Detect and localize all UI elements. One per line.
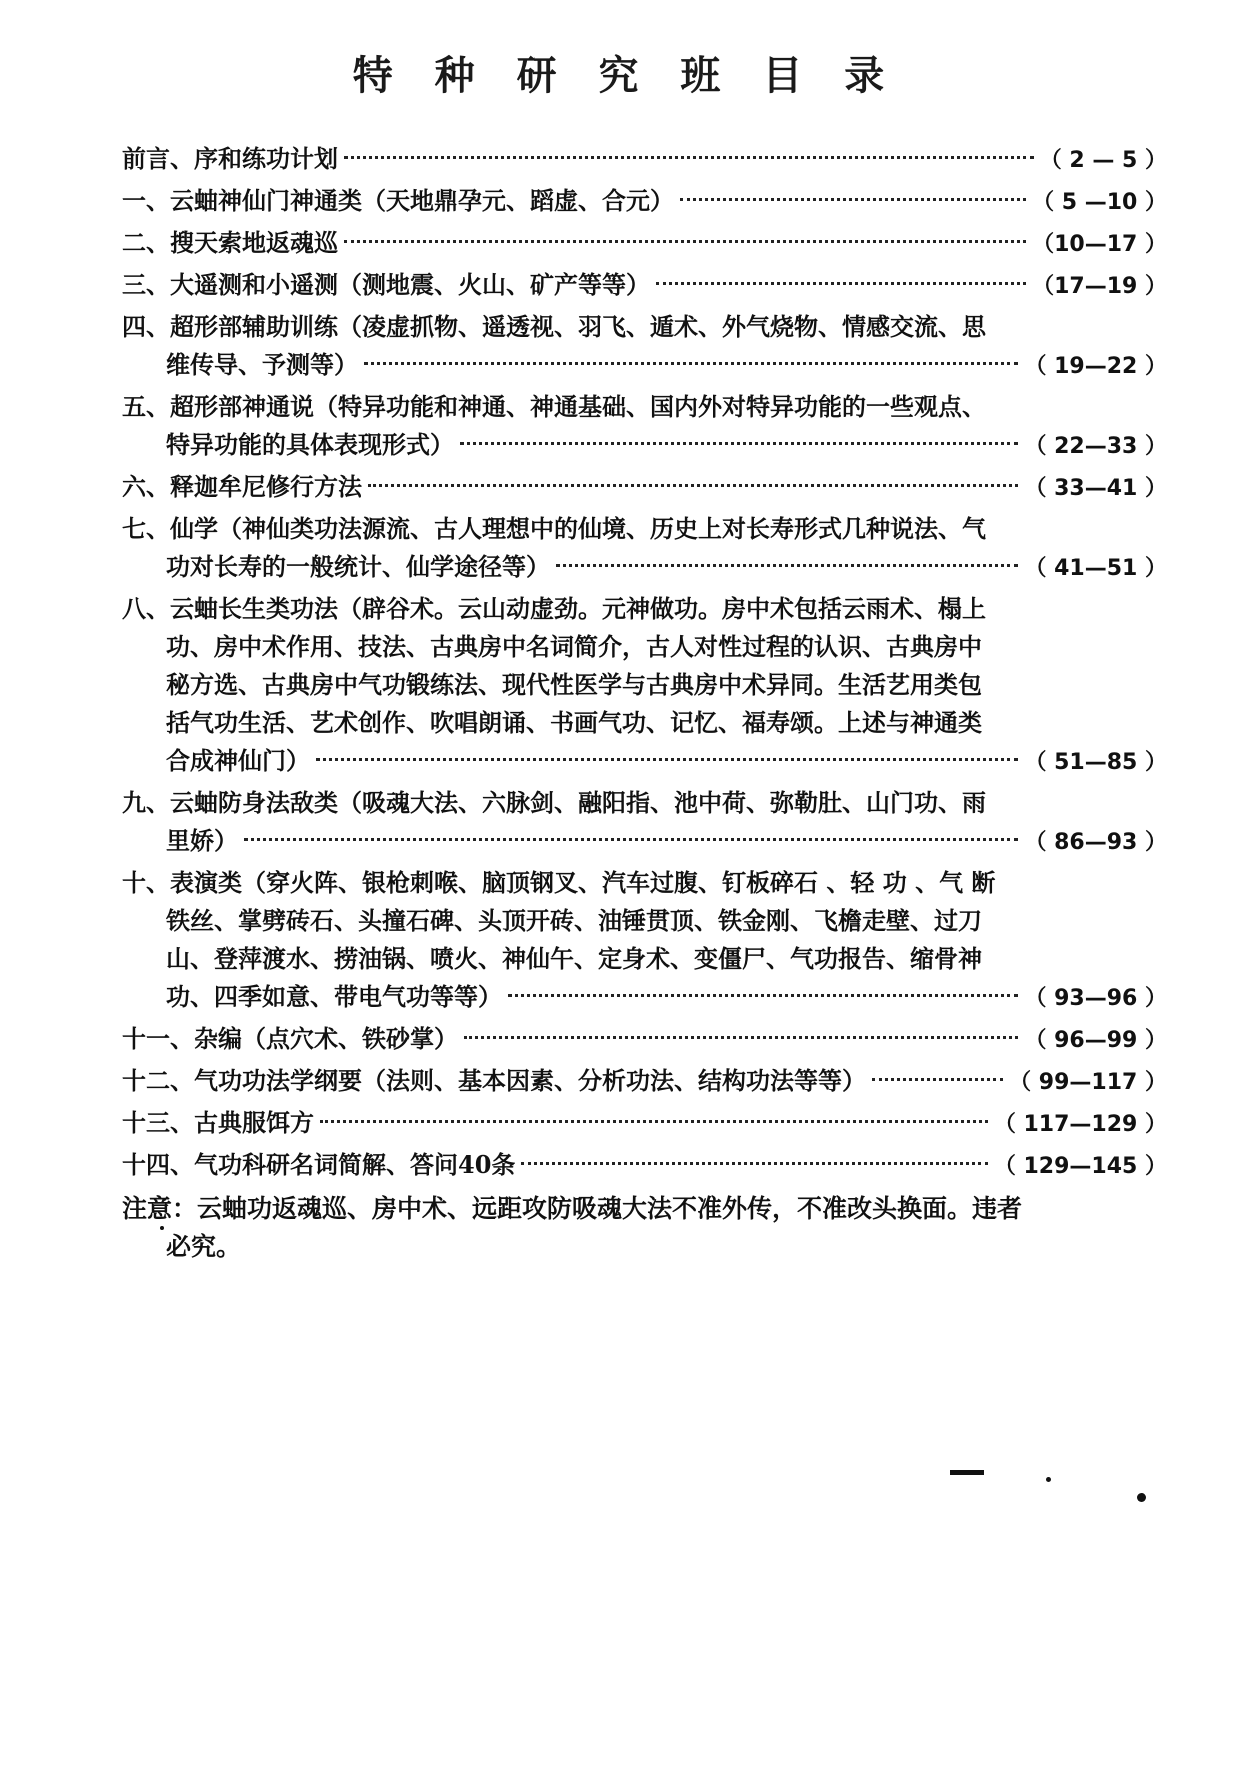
toc-entry — [122, 1146, 1167, 1184]
toc-line — [122, 864, 1167, 902]
toc-entry-text: 七、仙学（神仙类功法源流、古人理想中的仙境、历史上对长寿形式几种说法、气 — [122, 514, 986, 543]
toc-line — [122, 388, 1167, 426]
toc-entry-text: 前言、序和练功计划 — [122, 144, 338, 173]
toc-entry — [122, 308, 1167, 384]
dot-leader — [464, 1036, 1018, 1039]
toc-entry-text: 功、四季如意、带电气功等等） — [166, 982, 502, 1011]
toc-line — [122, 346, 1167, 384]
dot-leader — [364, 362, 1018, 365]
dot-leader — [508, 994, 1018, 997]
toc-line — [122, 784, 1167, 822]
toc-line — [122, 426, 1167, 464]
toc-page-range: （ 99—117 ） — [1009, 1070, 1167, 1095]
toc-line — [122, 266, 1167, 304]
toc-entry-text: 括气功生活、艺术创作、吹唱朗诵、书画气功、记忆、福寿颂。上述与神通类 — [166, 708, 982, 737]
toc-page-range: （10—17 ） — [1032, 232, 1167, 257]
toc-line — [122, 1020, 1167, 1058]
toc-line — [122, 468, 1167, 506]
toc-entry — [122, 182, 1167, 220]
dot-leader — [316, 758, 1018, 761]
toc-entry-text: 八、云蚰长生类功法（辟谷术。云山动虚劲。元神做功。房中术包括云雨术、榻上 — [122, 594, 986, 623]
toc-entry-text: 六、释迦牟尼修行方法 — [122, 472, 362, 501]
notice-text: 必究。 — [166, 1232, 242, 1261]
page-title: 特 种 研 究 班 目 录 — [352, 52, 899, 99]
dot-leader — [556, 564, 1018, 567]
toc-page-range: （ 117—129 ） — [993, 1112, 1167, 1137]
toc-entry-text: 十二、气功功法学纲要（法则、基本因素、分析功法、结构功法等等） — [122, 1066, 866, 1095]
toc-entry — [122, 388, 1167, 464]
toc-page-range: （ 96—99 ） — [1024, 1028, 1167, 1053]
dot-leader — [656, 282, 1026, 285]
notice-line — [122, 1190, 1167, 1228]
toc-entry — [122, 140, 1167, 178]
scan-mark-dot — [1137, 1493, 1146, 1502]
toc-entry-text: 四、超形部辅助训练（凌虚抓物、遥透视、羽飞、遁术、外气烧物、情感交流、思 — [122, 312, 986, 341]
dot-leader — [521, 1162, 987, 1165]
toc-entry-text: 功对长寿的一般统计、仙学途径等） — [166, 552, 550, 581]
toc-page-range: （ 19—22 ） — [1024, 354, 1167, 379]
toc-entry — [122, 1062, 1167, 1100]
dot-leader — [244, 838, 1018, 841]
dot-leader — [344, 240, 1026, 243]
toc-line — [122, 510, 1167, 548]
toc-entry-text: 三、大遥测和小遥测（测地震、火山、矿产等等） — [122, 270, 650, 299]
toc-page-range: （ 41—51 ） — [1024, 556, 1167, 581]
toc-line — [122, 1062, 1167, 1100]
toc-entry — [122, 266, 1167, 304]
toc-entry-text: 合成神仙门） — [166, 746, 310, 775]
toc-line — [122, 308, 1167, 346]
toc-page-range: （ 93—96 ） — [1024, 986, 1167, 1011]
toc-entry-text: 九、云蚰防身法敌类（吸魂大法、六脉剑、融阳指、池中荷、弥勒肚、山门功、雨 — [122, 788, 986, 817]
toc-entry — [122, 1020, 1167, 1058]
toc-entry — [122, 468, 1167, 506]
toc-entry — [122, 864, 1167, 1016]
toc-page-range: （ 33—41 ） — [1024, 476, 1167, 501]
toc-page-range: （ 51—85 ） — [1024, 750, 1167, 775]
toc-entry-text: 十一、杂编（点穴术、铁砂掌） — [122, 1024, 458, 1053]
toc-page-range: （ 86—93 ） — [1024, 830, 1167, 855]
toc-line — [122, 742, 1167, 780]
dot-leader — [344, 156, 1034, 159]
toc-line — [122, 1146, 1167, 1184]
toc-line — [122, 940, 1167, 978]
toc-line — [122, 978, 1167, 1016]
toc-entry-text: 十、表演类（穿火阵、银枪刺喉、脑顶钢叉、汽车过腹、钉板碎石 、轻 功 、气 断 — [122, 868, 996, 897]
toc-line — [122, 666, 1167, 704]
toc-page-range: （ 22—33 ） — [1024, 434, 1167, 459]
toc-page-range: （17—19 ） — [1032, 274, 1167, 299]
toc-entry-text: 特异功能的具体表现形式） — [166, 430, 454, 459]
table-of-contents — [122, 140, 1167, 1266]
toc-line — [122, 224, 1167, 262]
toc-entry-text: 秘方选、古典房中气功锻练法、现代性医学与古典房中术异同。生活艺用类包 — [166, 670, 982, 699]
toc-page-range: （ 129—145 ） — [993, 1154, 1167, 1179]
toc-line — [122, 140, 1167, 178]
scan-mark-dot — [1046, 1477, 1051, 1482]
toc-line — [122, 182, 1167, 220]
toc-entry-text: 十四、气功科研名词简解、答问40条 — [122, 1150, 516, 1179]
dot-leader — [320, 1120, 988, 1123]
dot-leader — [680, 198, 1026, 201]
toc-entry-text: 二、搜天索地返魂巡 — [122, 228, 338, 257]
toc-line — [122, 548, 1167, 586]
toc-line — [122, 628, 1167, 666]
toc-entry — [122, 510, 1167, 586]
toc-entry-text: 功、房中术作用、技法、古典房中名词简介，古人对性过程的认识、古典房中 — [166, 632, 982, 661]
toc-entry — [122, 784, 1167, 860]
toc-line — [122, 590, 1167, 628]
toc-page-range: （ 2 — 5 ） — [1039, 148, 1167, 173]
toc-line — [122, 704, 1167, 742]
toc-line — [122, 1104, 1167, 1142]
toc-entry — [122, 224, 1167, 262]
toc-line — [122, 822, 1167, 860]
toc-entry-text: 里娇） — [166, 826, 238, 855]
dot-leader — [872, 1078, 1003, 1081]
toc-entry-text: 山、登萍渡水、捞油锅、喷火、神仙午、定身术、变僵尸、气功报告、缩骨神 — [166, 944, 982, 973]
dot-leader — [460, 442, 1018, 445]
toc-line — [122, 902, 1167, 940]
toc-entry-text: 一、云蚰神仙门神通类（天地鼎孕元、蹈虚、合元） — [122, 186, 674, 215]
toc-entry-text: 维传导、予测等） — [166, 350, 358, 379]
toc-entry — [122, 1104, 1167, 1142]
toc-entry-text: 铁丝、掌劈砖石、头撞石碑、头顶开砖、油锤贯顶、铁金刚、飞檐走壁、过刀 — [166, 906, 982, 935]
scan-mark-dot — [160, 1226, 164, 1230]
notice — [122, 1190, 1167, 1266]
scan-mark-dash — [950, 1470, 984, 1475]
dot-leader — [368, 484, 1018, 487]
toc-entry-text: 十三、古典服饵方 — [122, 1108, 314, 1137]
toc-entry-text: 五、超形部神通说（特异功能和神通、神通基础、国内外对特异功能的一些观点、 — [122, 392, 986, 421]
toc-page-range: （ 5 —10 ） — [1032, 190, 1167, 215]
toc-entry — [122, 590, 1167, 780]
notice-line — [122, 1228, 1167, 1266]
notice-text: 注意：云蚰功返魂巡、房中术、远距攻防吸魂大法不准外传，不准改头换面。违者 — [122, 1194, 1023, 1223]
